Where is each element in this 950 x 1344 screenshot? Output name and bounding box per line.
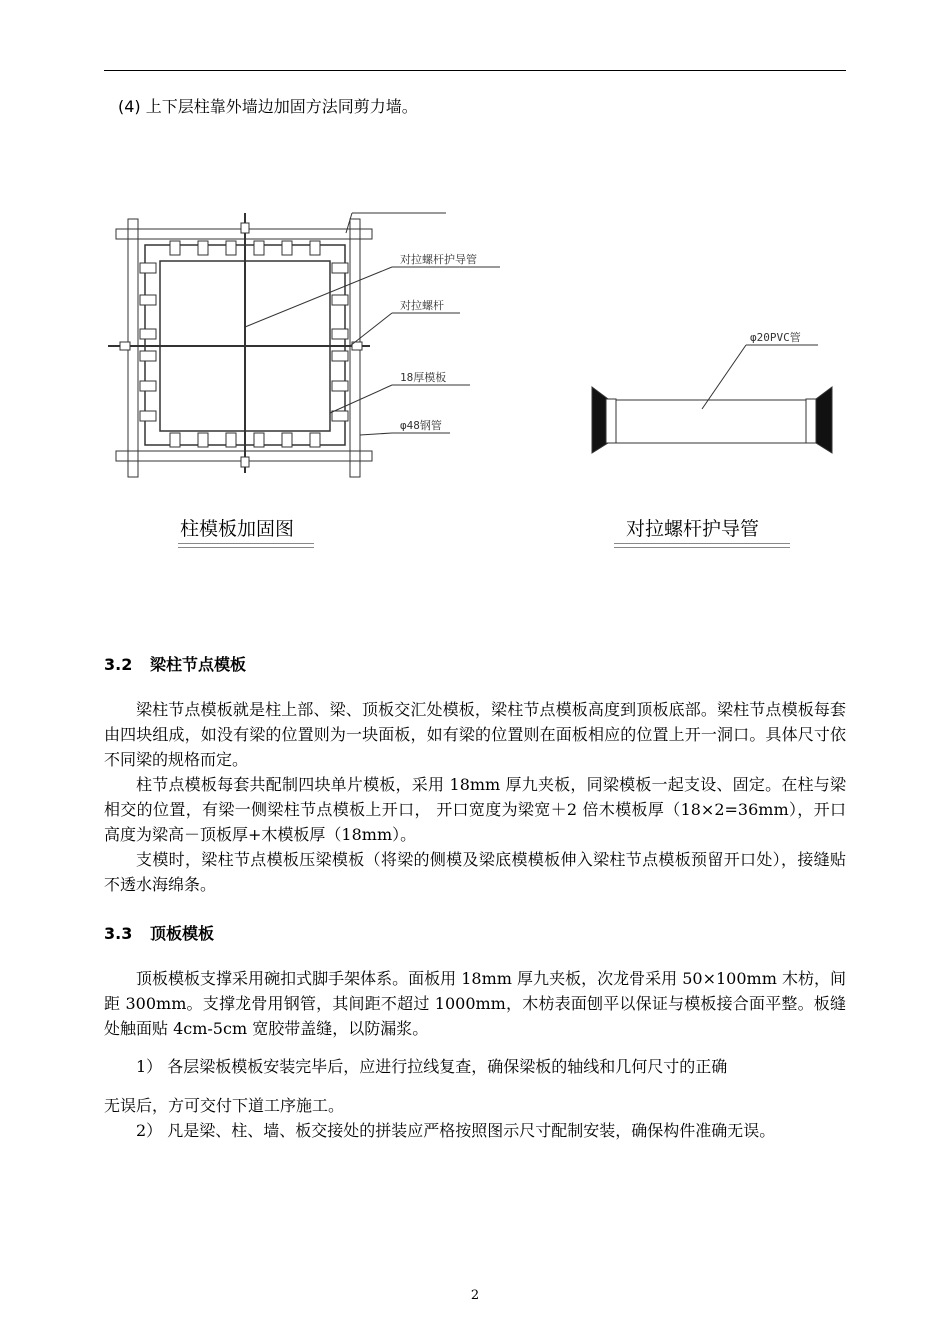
column-formwork-figure (100, 205, 520, 490)
list-item-1-cont: 无误后，方可交付下道工序施工。 (104, 1096, 345, 1115)
header-rule (104, 70, 846, 71)
section-title: 梁柱节点模板 (150, 655, 247, 674)
list-marker: 1） (136, 1057, 163, 1076)
section-number: 3.3 (104, 924, 133, 943)
label-formwork-18mm: 18厚模板 (400, 371, 447, 384)
paragraph: 柱节点模板每套共配制四块单片模板，采用 18mm 厚九夹板，同梁模板一起支设、固定。在柱与梁相交的位置，有梁一侧梁柱节点模板上开口， 开口宽度为梁宽＋2 倍木模板厚（18×2=36mm），开口高度为梁高－顶板厚+木模板厚（18mm）。 (104, 775, 846, 844)
section-heading-3-3 (104, 921, 214, 944)
section-title: 顶板模板 (150, 924, 215, 943)
list-item-1 (104, 1054, 846, 1079)
list-item-2: 2） 凡是梁、柱、墙、板交接处的拼装应严格按照图示尺寸配制安装，确保构件准确无误。 (136, 1121, 776, 1140)
emphasis-text: 各层梁板模板安装 (167, 1057, 296, 1076)
caption-underline (614, 543, 790, 548)
label-tie-rod-sleeve: 对拉螺杆护导管 (400, 253, 477, 266)
caption-tie-rod-sleeve: 对拉螺杆护导管 (626, 518, 760, 540)
paragraph: 支模时，梁柱节点模板压梁模板（将梁的侧模及梁底模模板伸入梁柱节点模板预留开口处），接缝贴不透水海绵条。 (104, 850, 846, 894)
label-tie-rod: 对拉螺杆 (400, 299, 444, 312)
tie-rod-sleeve-figure (580, 325, 850, 465)
paragraph: 梁柱节点模板就是柱上部、梁、顶板交汇处模板，梁柱节点模板高度到顶板底部。梁柱节点模板每套由四块组成，如没有梁的位置则为一块面板，如有梁的位置则在面板相应的位置上开一洞口。具体尺寸依不同梁的规格而定。 (104, 700, 846, 769)
list-text: 完毕后，应进行拉线复查，确保梁板的轴线和几何尺寸的正确 (295, 1057, 728, 1076)
page-number: 2 (470, 1288, 480, 1303)
intro-line: (4) 上下层柱靠外墙边加固方法同剪力墙。 (118, 97, 418, 116)
section-number: 3.2 (104, 655, 133, 674)
paragraph: 顶板模板支撑采用碗扣式脚手架体系。面板用 18mm 厚九夹板，次龙骨采用 50×100mm 木枋，间距 300mm。支撑龙骨用钢管，其间距不超过 1000mm，木枋表面刨平以保证与模板接合面平整。板缝处触面贴 4cm-5cm 宽胶带盖缝，以防漏浆。 (104, 969, 846, 1038)
label-steel-pipe: φ48钢管 (400, 419, 442, 432)
caption-underline (178, 543, 314, 548)
label-pvc-pipe: φ20PVC管 (750, 331, 801, 344)
section-heading-3-2 (104, 652, 246, 675)
caption-column-formwork: 柱模板加固图 (180, 518, 295, 540)
